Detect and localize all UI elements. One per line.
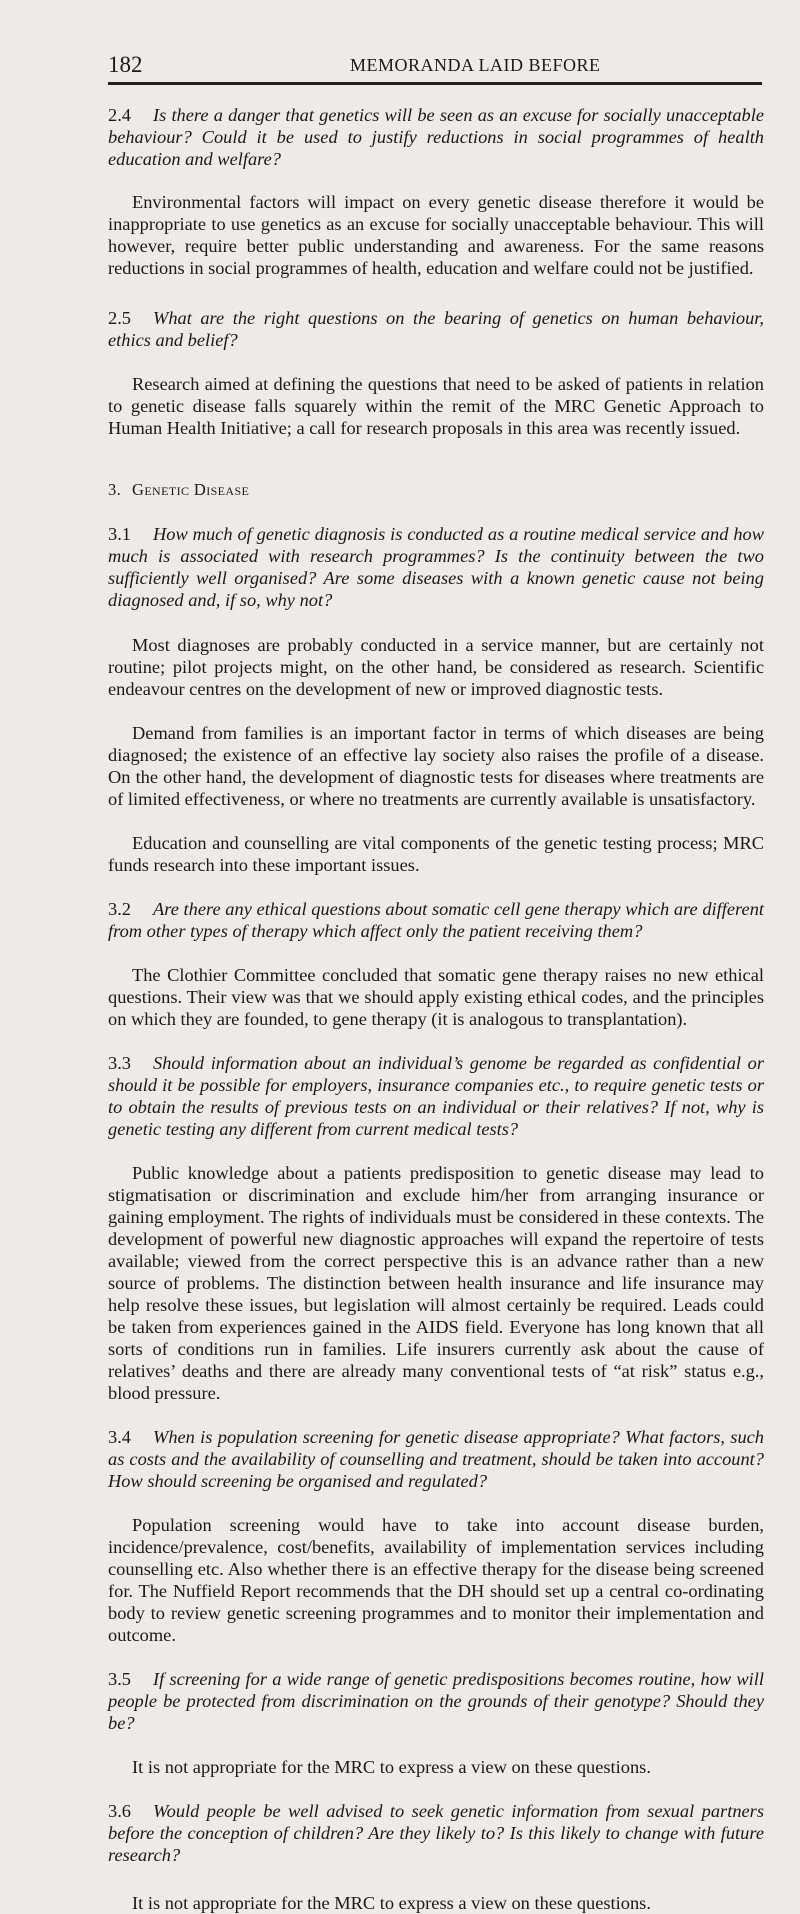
question-3-1	[108, 523, 764, 611]
question-text: If screening for a wide range of genetic predispositions becomes routine, how will people be protected from discrimination on the grounds of their genotype? Should they be?	[108, 1669, 764, 1733]
question-2-4	[108, 104, 764, 170]
page-number: 182	[108, 52, 143, 77]
section-heading	[108, 479, 764, 501]
answer-paragraph: It is not appropriate for the MRC to express a view on these questions.	[132, 1893, 651, 1913]
answer-paragraph: Environmental factors will impact on every genetic disease therefore it would be inappropriate to use genetics as an excuse for socially unacceptable behaviour. This will however, require better public understanding and awareness. For the same reasons reductions in social programmes of health, education and welfare could not be justified.	[108, 192, 764, 278]
question-text: When is population screening for genetic disease appropriate? What factors, such as costs and the availability of counselling and treatment, should be taken into account? How should screening be organised and regulated?	[108, 1427, 764, 1491]
answer-paragraph: The Clothier Committee concluded that somatic gene therapy raises no new ethical questions. Their view was that we should apply existing ethical codes, and the principles on which they are founded, to gene therapy (it is analogous to transplantation).	[108, 965, 764, 1029]
question-number: 3.3	[108, 1053, 131, 1073]
answer-paragraph: Research aimed at defining the questions that need to be asked of patients in relation to genetic disease falls squarely within the remit of the MRC Genetic Approach to Human Health Initiative; a call for research proposals in this area was recently issued.	[108, 374, 764, 438]
question-number: 3.4	[108, 1427, 131, 1447]
question-2-5	[108, 307, 764, 351]
answer-paragraph: Public knowledge about a patients predisposition to genetic disease may lead to stigmatisation or discrimination and exclude him/her from arranging insurance or gaining employment. The rights of individuals must be considered in these contexts. The development of powerful new diagnostic approaches will expand the repertoire of tests available; viewed from the correct perspective this is an advance rather than a new source of problems. The distinction between health insurance and life insurance may help resolve these issues, but legislation will almost certainly be required. Leads could be taken from experiences gained in the AIDS field. Everyone has long known that all sorts of conditions run in families. Life insurers currently ask about the cause of relatives’ deaths and there are already many conventional tests of “at risk” status e.g., blood pressure.	[108, 1163, 764, 1403]
section-title: Genetic Disease	[132, 480, 250, 499]
answer-paragraph: It is not appropriate for the MRC to express a view on these questions.	[132, 1757, 651, 1777]
page-header	[108, 52, 762, 85]
question-text: How much of genetic diagnosis is conducted as a routine medical service and how much is associated with research programmes? Is the continuity between the two sufficiently well organised? Are some diseases with a known genetic cause not being diagnosed and, if so, why not?	[108, 524, 764, 610]
question-3-6	[108, 1800, 764, 1866]
question-number: 2.5	[108, 308, 131, 328]
question-text: What are the right questions on the bearing of genetics on human behaviour, ethics and belief?	[108, 308, 764, 350]
answer-paragraph: Most diagnoses are probably conducted in a service manner, but are certainly not routine; pilot projects might, on the other hand, be considered as research. Scientific endeavour centres on the development of new or improved diagnostic tests.	[108, 635, 764, 699]
answer-paragraph: Population screening would have to take into account disease burden, incidence/prevalence, cost/benefits, availability of implementation services including counselling etc. Also whether there is an effective therapy for the disease being screened for. The Nuffield Report recommends that the DH should set up a central co-ordinating body to review genetic screening programmes and to monitor their implementation and outcome.	[108, 1515, 764, 1645]
question-number: 3.2	[108, 899, 131, 919]
question-3-5	[108, 1668, 764, 1734]
question-text: Should information about an individual’s genome be regarded as confidential or should it be possible for employers, insurance companies etc., to require genetic tests or to obtain the results of previous tests on an individual or their relatives? If not, why is genetic testing any different from current medical tests?	[108, 1053, 764, 1139]
question-3-2	[108, 898, 764, 942]
question-number: 3.5	[108, 1669, 131, 1689]
question-number: 3.6	[108, 1801, 131, 1821]
question-text: Are there any ethical questions about somatic cell gene therapy which are different from other types of therapy which affect only the patient receiving them?	[108, 899, 764, 941]
answer-paragraph: Demand from families is an important factor in terms of which diseases are being diagnosed; the existence of an effective lay society also raises the profile of a disease. On the other hand, the development of diagnostic tests for diseases where treatments are of limited effectiveness, or where no treatments are currently available is unsatisfactory.	[108, 723, 764, 809]
question-3-3	[108, 1052, 764, 1140]
question-text: Is there a danger that genetics will be seen as an excuse for socially unacceptable behaviour? Could it be used to justify reductions in social programmes of health education and welfare?	[108, 105, 764, 169]
question-number: 2.4	[108, 105, 131, 125]
running-head: MEMORANDA LAID BEFORE	[350, 55, 601, 75]
document-body	[108, 104, 764, 1914]
answer-paragraph: Education and counselling are vital components of the genetic testing process; MRC funds research into these important issues.	[108, 833, 764, 875]
question-text: Would people be well advised to seek genetic information from sexual partners before the conception of children? Are they likely to? Is this likely to change with future research?	[108, 1801, 764, 1865]
question-3-4	[108, 1426, 764, 1492]
section-number: 3.	[108, 480, 122, 499]
question-number: 3.1	[108, 524, 131, 544]
